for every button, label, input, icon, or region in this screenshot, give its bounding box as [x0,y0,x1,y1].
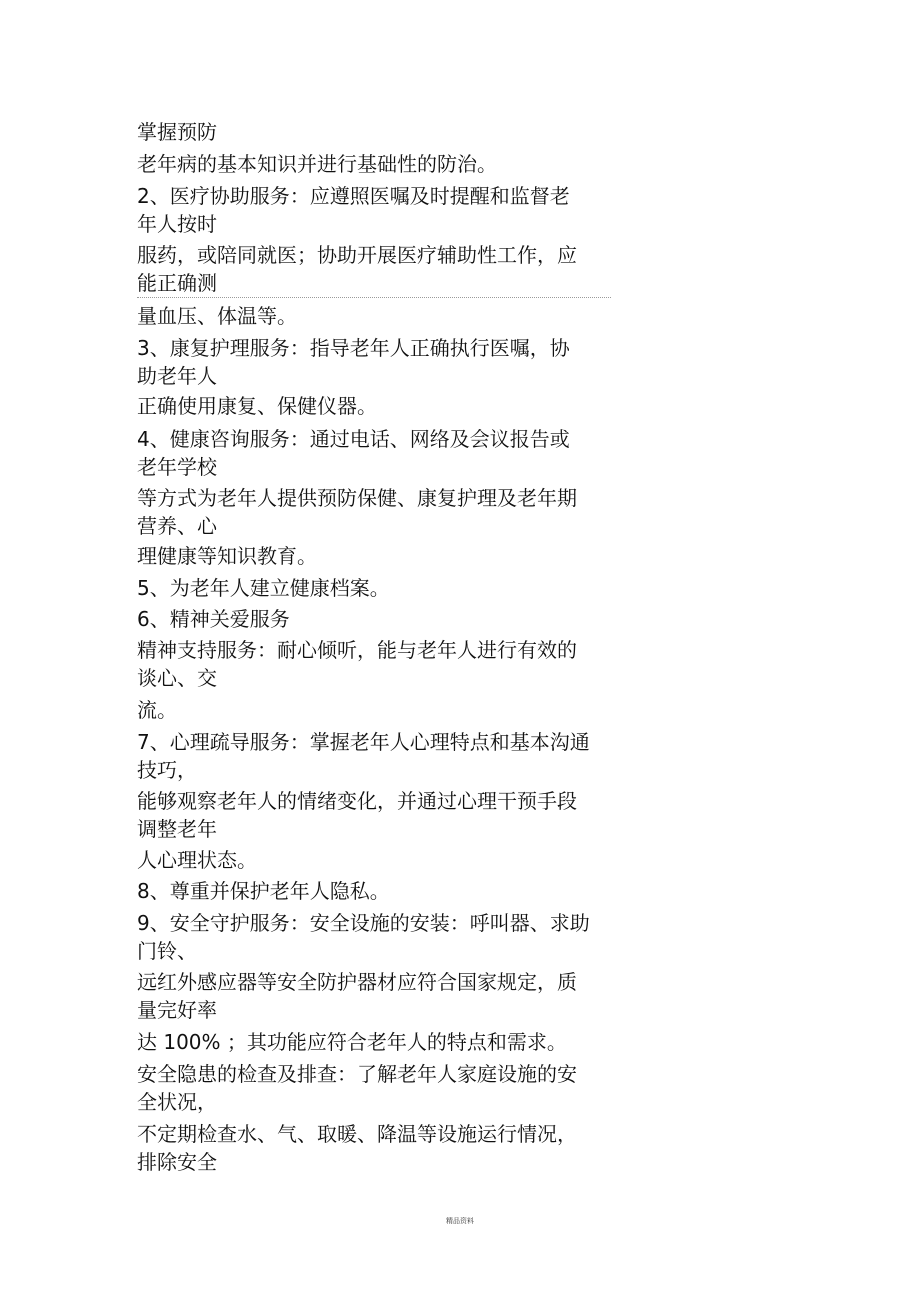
text-line: 2、医疗协助服务：应遵照医嘱及时提醒和监督老 [137,184,570,208]
text-line: 老年学校 [137,455,217,479]
page-footer: 精品资料 [446,1217,474,1225]
text-line: 量血压、体温等。 [137,304,297,328]
text-line: 等方式为老年人提供预防保健、康复护理及老年期 [137,486,577,510]
text-line: 量完好率 [137,998,217,1022]
text-line: 6、精神关爱服务 [137,607,290,631]
text-line: 门铃、 [137,939,197,963]
text-line: 安全隐患的检查及排查：了解老年人家庭设施的安 [137,1062,577,1086]
text-line: 达 100% ；其功能应符合老年人的特点和需求。 [137,1030,567,1054]
text-line: 流。 [137,698,177,722]
text-line: 9、安全守护服务：安全设施的安装：呼叫器、求助 [137,911,590,935]
text-line: 掌握预防 [137,120,217,144]
text-line: 能正确测 [137,271,217,295]
text-line: 谈心、交 [137,666,217,690]
text-line: 技巧， [137,758,197,782]
text-line: 人心理状态。 [137,848,257,872]
text-line: 全状况， [137,1090,217,1114]
text-line: 4、健康咨询服务：通过电话、网络及会议报告或 [137,427,570,451]
text-line: 精神支持服务：耐心倾听，能与老年人进行有效的 [137,638,577,662]
text-line: 老年病的基本知识并进行基础性的防治。 [137,152,497,176]
text-line: 5、为老年人建立健康档案。 [137,576,390,600]
text-line: 远红外感应器等安全防护器材应符合国家规定，质 [137,970,577,994]
text-line: 能够观察老年人的情绪变化，并通过心理干预手段 [137,789,577,813]
dotted-divider [137,297,611,298]
text-line: 8、尊重并保护老年人隐私。 [137,879,390,903]
text-line: 排除安全 [137,1150,217,1174]
text-line: 不定期检查水、气、取暖、降温等设施运行情况， [137,1122,577,1146]
text-line: 7、心理疏导服务：掌握老年人心理特点和基本沟通 [137,730,590,754]
text-line: 正确使用康复、保健仪器。 [137,394,377,418]
text-line: 营养、心 [137,514,217,538]
text-line: 调整老年 [137,817,217,841]
text-line: 服药，或陪同就医；协助开展医疗辅助性工作，应 [137,243,577,267]
text-line: 理健康等知识教育。 [137,544,317,568]
text-line: 3、康复护理服务：指导老年人正确执行医嘱，协 [137,336,570,360]
text-line: 助老年人 [137,364,217,388]
text-line: 年人按时 [137,212,217,236]
